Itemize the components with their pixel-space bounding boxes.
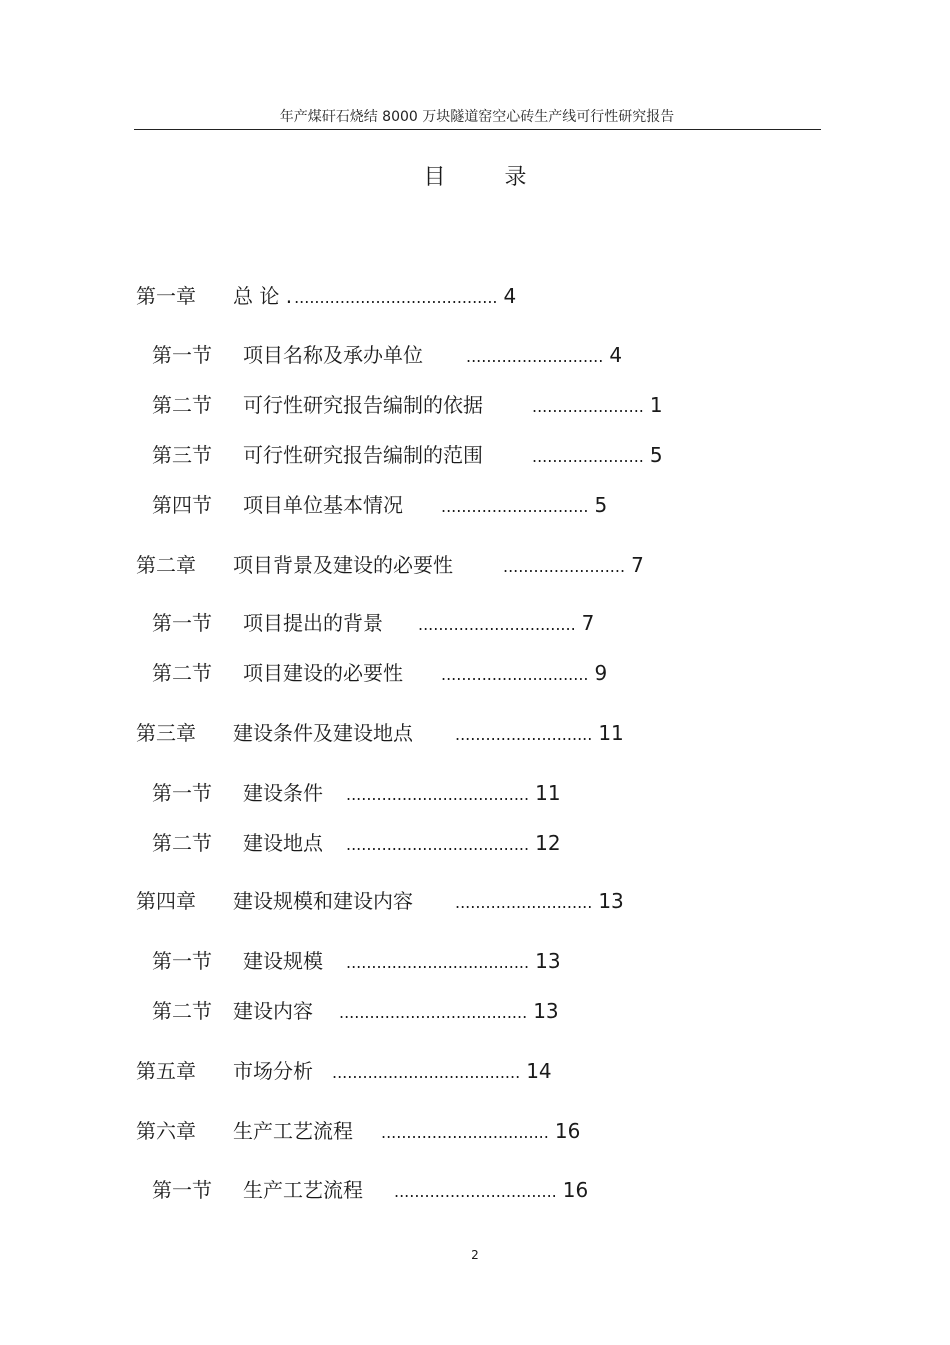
entry-title: 项目建设的必要性	[243, 661, 403, 685]
entry-page: 7	[631, 553, 644, 577]
entry-leader-dots: .............................	[441, 665, 589, 684]
toc-entry-section-1-3[interactable]	[152, 443, 663, 469]
entry-number: 第三章	[136, 721, 196, 745]
entry-number: 第二节	[152, 999, 212, 1023]
entry-number: 第二章	[136, 553, 196, 577]
entry-page: 11	[535, 781, 561, 805]
entry-number: 第五章	[136, 1059, 196, 1083]
entry-page: 1	[649, 393, 663, 417]
entry-number: 第一节	[152, 343, 212, 367]
entry-leader-dots: .....................................	[332, 1063, 521, 1082]
toc-entry-chapter-1[interactable]	[136, 284, 516, 310]
entry-title: 项目提出的背景	[243, 611, 383, 635]
entry-number: 第一节	[152, 781, 212, 805]
toc-entry-chapter-5[interactable]	[136, 1059, 552, 1085]
entry-leader-dots: ......................	[532, 447, 644, 466]
entry-page: 9	[594, 661, 608, 685]
entry-page: 7	[581, 611, 595, 635]
entry-title: 建设规模	[243, 949, 323, 973]
entry-page: 13	[533, 999, 559, 1023]
toc-entry-section-2-1[interactable]	[152, 611, 594, 637]
entry-leader-dots: ...........................	[455, 725, 593, 744]
toc-entry-section-1-2[interactable]	[152, 393, 663, 419]
entry-title: 可行性研究报告编制的范围	[243, 443, 483, 467]
entry-leader-dots: ........................	[503, 557, 626, 576]
entry-leader-dots: ....................................	[346, 835, 530, 854]
entry-number: 第三节	[152, 443, 212, 467]
entry-page: 13	[598, 889, 624, 913]
entry-title: 总 论 .	[233, 284, 293, 308]
entry-number: 第二节	[152, 831, 212, 855]
entry-leader-dots: ...........................	[466, 347, 604, 366]
entry-number: 第一节	[152, 611, 212, 635]
entry-number: 第一节	[152, 949, 212, 973]
entry-page: 13	[535, 949, 561, 973]
toc-entry-section-1-1[interactable]	[152, 343, 622, 369]
entry-leader-dots: ......................	[532, 397, 644, 416]
entry-number: 第二节	[152, 661, 212, 685]
entry-leader-dots: ........................................	[294, 288, 498, 307]
entry-title: 项目单位基本情况	[243, 493, 403, 517]
toc-entry-section-4-1[interactable]	[152, 949, 561, 975]
entry-number: 第四节	[152, 493, 212, 517]
entry-leader-dots: .................................	[381, 1123, 549, 1142]
header-rule	[134, 129, 821, 130]
toc-entry-section-1-4[interactable]	[152, 493, 607, 519]
page-number: 2	[471, 1248, 479, 1262]
entry-title: 建设条件	[243, 781, 323, 805]
entry-page: 4	[503, 284, 517, 308]
entry-title: 项目名称及承办单位	[243, 343, 423, 367]
entry-page: 16	[562, 1178, 589, 1202]
entry-title: 建设内容	[233, 999, 313, 1023]
entry-number: 第一节	[152, 1178, 212, 1202]
entry-page: 14	[526, 1059, 552, 1083]
toc-entry-section-3-2[interactable]	[152, 831, 561, 857]
entry-title: 可行性研究报告编制的依据	[243, 393, 483, 417]
entry-leader-dots: ...............................	[418, 615, 576, 634]
entry-leader-dots: ....................................	[346, 953, 530, 972]
entry-page: 12	[535, 831, 561, 855]
toc-title: 目 录	[423, 165, 553, 190]
entry-title: 市场分析	[233, 1059, 313, 1083]
entry-title: 项目背景及建设的必要性	[233, 553, 453, 577]
toc-entry-chapter-3[interactable]	[136, 721, 624, 747]
entry-leader-dots: ....................................	[346, 785, 530, 804]
entry-number: 第六章	[136, 1119, 196, 1143]
toc-entry-section-4-2[interactable]	[152, 999, 559, 1025]
entry-title: 建设规模和建设内容	[233, 889, 413, 913]
entry-page: 11	[598, 721, 624, 745]
running-header: 年产煤矸石烧结 8000 万块隧道窑空心砖生产线可行性研究报告	[279, 109, 675, 125]
entry-number: 第一章	[136, 284, 196, 308]
entry-title: 建设地点	[243, 831, 323, 855]
toc-entry-section-6-1[interactable]	[152, 1178, 588, 1204]
entry-title: 生产工艺流程	[243, 1178, 363, 1202]
entry-leader-dots: .............................	[441, 497, 589, 516]
entry-page: 16	[554, 1119, 581, 1143]
entry-title: 生产工艺流程	[233, 1119, 353, 1143]
entry-number: 第二节	[152, 393, 212, 417]
entry-page: 5	[649, 443, 663, 467]
toc-entry-chapter-4[interactable]	[136, 889, 624, 915]
toc-entry-chapter-2[interactable]	[136, 553, 644, 579]
entry-leader-dots: ................................	[394, 1182, 557, 1201]
entry-page: 4	[609, 343, 623, 367]
toc-entry-section-3-1[interactable]	[152, 781, 561, 807]
entry-leader-dots: .....................................	[339, 1003, 528, 1022]
toc-entry-section-2-2[interactable]	[152, 661, 607, 687]
entry-number: 第四章	[136, 889, 196, 913]
entry-title: 建设条件及建设地点	[233, 721, 413, 745]
entry-leader-dots: ...........................	[455, 893, 593, 912]
toc-entry-chapter-6[interactable]	[136, 1119, 580, 1145]
entry-page: 5	[594, 493, 608, 517]
